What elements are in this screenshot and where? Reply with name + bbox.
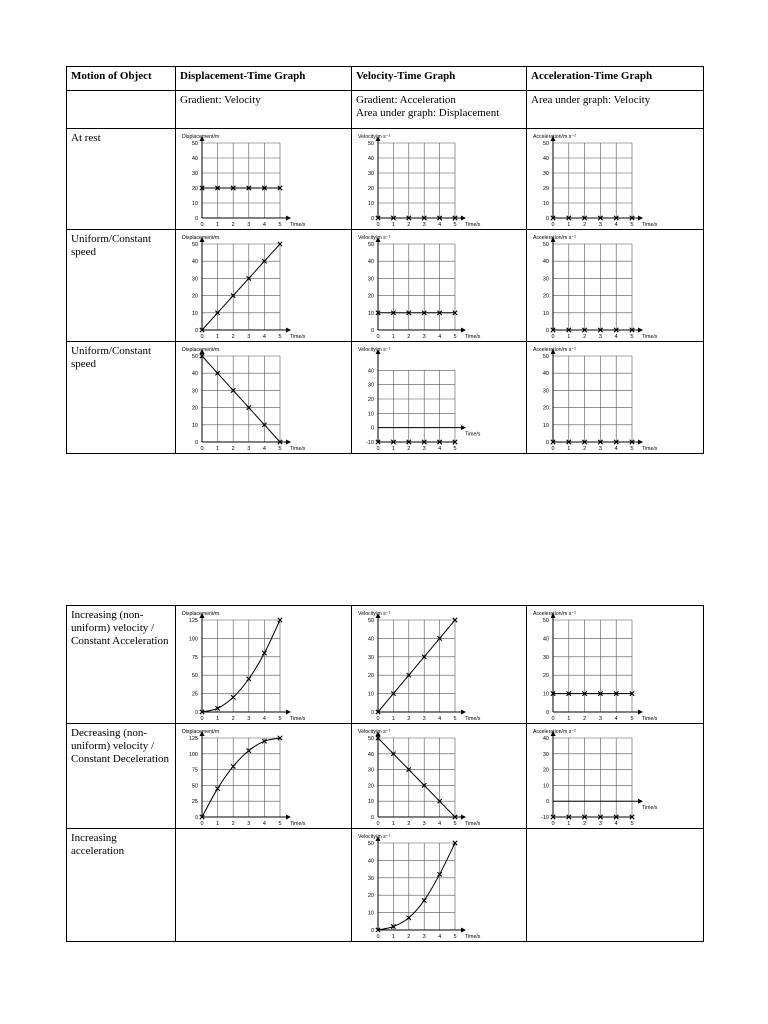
y-tick-label: -10 <box>541 815 549 821</box>
y-tick-label: 25 <box>191 799 198 806</box>
chart-r3-disp <box>176 342 352 453</box>
y-tick-label: 50 <box>191 783 198 790</box>
x-tick-label: 3 <box>422 446 426 452</box>
x-axis-label: Time/s <box>642 222 658 228</box>
graph-cell <box>176 342 352 454</box>
x-axis-label: Time/s <box>290 821 306 827</box>
y-tick-label: 30 <box>367 171 374 177</box>
row-label-increasing-acceleration: Increasing acceleration <box>67 829 176 942</box>
x-tick-label: 0 <box>551 334 555 340</box>
y-tick-label: 40 <box>367 636 374 643</box>
y-tick-label: 0 <box>545 799 549 806</box>
graph-cell <box>527 342 704 454</box>
x-tick-label: 5 <box>453 334 457 340</box>
y-tick-label: 30 <box>367 654 374 661</box>
graph-cell <box>176 606 352 724</box>
y-tick-label: 10 <box>191 310 198 317</box>
y-axis-label: Velocity/m s⁻¹ <box>358 134 391 140</box>
graph-cell <box>527 724 704 829</box>
x-tick-label: 2 <box>583 716 587 722</box>
x-tick-label: 4 <box>438 446 442 452</box>
x-axis-label: Time/s <box>642 446 658 452</box>
x-tick-label: 5 <box>630 821 634 827</box>
y-tick-label: 10 <box>542 201 549 207</box>
y-tick-label: 20 <box>191 405 198 412</box>
y-axis-label: Velocity/m s⁻¹ <box>358 834 391 840</box>
y-tick-label: 50 <box>367 736 374 742</box>
y-tick-label: 75 <box>191 654 198 661</box>
y-tick-label: 10 <box>542 691 549 698</box>
x-tick-label: 3 <box>598 222 602 228</box>
x-tick-label: 2 <box>407 716 411 722</box>
x-tick-label: 2 <box>407 446 411 452</box>
x-axis-label: Time/s <box>465 934 481 940</box>
x-axis-arrow-icon <box>638 799 643 804</box>
y-tick-label: 25 <box>191 691 198 698</box>
y-axis-label: Displacement/m <box>182 729 220 735</box>
x-tick-label: 0 <box>200 222 204 228</box>
x-tick-label: 1 <box>391 716 395 722</box>
y-tick-label: 40 <box>367 156 374 162</box>
x-axis-arrow-icon <box>638 440 643 445</box>
y-tick-label: 40 <box>191 259 198 266</box>
y-axis-label: Displacement/m <box>182 235 220 241</box>
x-tick-label: 3 <box>598 821 602 827</box>
x-tick-label: 4 <box>262 716 266 722</box>
x-tick-label: 2 <box>231 334 235 340</box>
y-tick-label: 50 <box>542 141 549 147</box>
x-tick-label: 0 <box>376 934 380 940</box>
x-tick-label: 1 <box>391 446 395 452</box>
x-tick-label: 3 <box>247 334 251 340</box>
x-axis-label: Time/s <box>290 334 306 340</box>
x-tick-label: 1 <box>216 716 220 722</box>
row-label-constant-acceleration: Increasing (non- uniform) velocity / Constant Acceleration <box>67 606 176 724</box>
x-tick-label: 4 <box>438 934 442 940</box>
graph-cell <box>352 606 527 724</box>
y-tick-label: 30 <box>367 767 374 774</box>
x-tick-label: 2 <box>583 821 587 827</box>
x-tick-label: 1 <box>567 821 571 827</box>
y-tick-label: 50 <box>542 618 549 624</box>
x-tick-label: 1 <box>391 334 395 340</box>
x-axis-arrow-icon <box>286 440 291 445</box>
y-tick-label: 10 <box>367 310 374 317</box>
x-tick-label: 0 <box>376 716 380 722</box>
chart-r3-vel <box>352 342 527 453</box>
y-tick-label: 50 <box>367 141 374 147</box>
y-tick-label: 10 <box>367 411 374 418</box>
x-tick-label: 0 <box>376 222 380 228</box>
y-tick-label: 10 <box>367 201 374 207</box>
y-axis-label: Velocity/m s⁻¹ <box>358 235 391 241</box>
x-tick-label: 0 <box>200 716 204 722</box>
chart-r2-disp <box>176 230 352 341</box>
y-tick-label: 50 <box>191 673 198 680</box>
y-tick-label: 0 <box>194 440 198 446</box>
x-tick-label: 2 <box>583 222 587 228</box>
graph-cell <box>352 129 527 230</box>
x-tick-label: 0 <box>376 446 380 452</box>
x-tick-label: 2 <box>583 446 587 452</box>
y-tick-label: 100 <box>188 636 198 643</box>
x-axis-arrow-icon <box>461 710 466 715</box>
graph-cell <box>527 129 704 230</box>
x-tick-label: 5 <box>453 716 457 722</box>
x-tick-label: 2 <box>407 334 411 340</box>
x-tick-label: 1 <box>391 222 395 228</box>
x-axis-label: Time/s <box>642 805 658 812</box>
x-tick-label: 5 <box>278 716 282 722</box>
y-tick-label: 125 <box>188 618 198 624</box>
x-tick-label: 3 <box>598 334 602 340</box>
x-tick-label: 3 <box>422 222 426 228</box>
x-tick-label: 5 <box>630 222 634 228</box>
y-axis-label: Displacement/m <box>182 134 220 140</box>
x-tick-label: 4 <box>614 716 618 722</box>
y-tick-label: -10 <box>366 440 374 446</box>
y-tick-label: 0 <box>545 440 549 446</box>
x-tick-label: 1 <box>216 821 220 827</box>
y-axis-label: Velocity/m s⁻¹ <box>358 347 391 353</box>
chart-r5-vel <box>352 724 527 828</box>
y-tick-label: 0 <box>545 328 549 334</box>
note-displacement: Gradient: Velocity <box>176 91 352 129</box>
y-tick-label: 75 <box>191 767 198 774</box>
x-tick-label: 2 <box>407 821 411 827</box>
graph-cell-empty <box>527 829 704 942</box>
series-line <box>378 738 455 817</box>
y-tick-label: 30 <box>542 654 549 661</box>
x-axis-arrow-icon <box>286 710 291 715</box>
y-tick-label: 0 <box>194 815 198 821</box>
chart-r5-disp <box>176 724 352 828</box>
chart-r2-vel <box>352 230 527 341</box>
x-axis-label: Time/s <box>290 446 306 452</box>
graph-cell <box>352 724 527 829</box>
x-tick-label: 4 <box>614 334 618 340</box>
note-empty <box>67 91 176 129</box>
y-tick-label: 20 <box>542 405 549 412</box>
x-tick-label: 4 <box>262 446 266 452</box>
x-tick-label: 0 <box>200 821 204 827</box>
x-axis-label: Time/s <box>465 716 481 722</box>
x-tick-label: 1 <box>216 446 220 452</box>
x-tick-label: 3 <box>247 222 251 228</box>
x-tick-label: 5 <box>630 446 634 452</box>
y-tick-label: 10 <box>542 422 549 429</box>
x-tick-label: 5 <box>278 222 282 228</box>
x-axis-arrow-icon <box>461 425 466 430</box>
x-tick-label: 1 <box>391 821 395 827</box>
chart-r2-acc <box>527 230 704 341</box>
y-tick-label: 20 <box>367 673 374 680</box>
x-tick-label: 1 <box>567 446 571 452</box>
y-tick-label: 0 <box>545 710 549 716</box>
x-tick-label: 4 <box>614 222 618 228</box>
y-tick-label: 10 <box>542 783 549 790</box>
x-tick-label: 5 <box>278 821 282 827</box>
x-tick-label: 5 <box>630 716 634 722</box>
x-tick-label: 2 <box>231 821 235 827</box>
y-tick-label: 0 <box>370 216 374 222</box>
y-tick-label: 0 <box>194 710 198 716</box>
x-tick-label: 4 <box>262 334 266 340</box>
x-tick-label: 5 <box>453 446 457 452</box>
x-tick-label: 4 <box>262 222 266 228</box>
y-tick-label: 20 <box>191 186 198 192</box>
x-tick-label: 1 <box>216 222 220 228</box>
x-tick-label: 0 <box>376 821 380 827</box>
y-tick-label: 125 <box>188 736 198 742</box>
x-tick-label: 5 <box>453 222 457 228</box>
x-tick-label: 4 <box>262 821 266 827</box>
y-tick-label: 100 <box>188 751 198 758</box>
x-tick-label: 0 <box>376 334 380 340</box>
x-tick-label: 2 <box>231 716 235 722</box>
x-tick-label: 2 <box>407 934 411 940</box>
y-tick-label: 0 <box>370 328 374 334</box>
y-tick-label: 0 <box>545 216 549 222</box>
y-tick-label: 20 <box>367 783 374 790</box>
header-motion-of-object: Motion of Object <box>67 67 176 91</box>
y-tick-label: 40 <box>542 156 549 162</box>
x-axis-label: Time/s <box>465 821 481 827</box>
graph-cell-empty <box>176 829 352 942</box>
y-tick-label: 20 <box>542 673 549 680</box>
x-tick-label: 4 <box>438 334 442 340</box>
series-line <box>202 244 280 330</box>
note-acceleration: Area under graph: Velocity <box>527 91 704 129</box>
series-line <box>202 356 280 442</box>
x-tick-label: 4 <box>438 716 442 722</box>
y-tick-label: 0 <box>370 710 374 716</box>
y-tick-label: 50 <box>367 618 374 624</box>
y-tick-label: 20 <box>367 186 374 192</box>
y-axis-label: Acceleration/m s⁻² <box>533 134 576 140</box>
y-tick-label: 30 <box>191 276 198 283</box>
graph-cell <box>176 230 352 342</box>
graph-cell <box>527 230 704 342</box>
x-tick-label: 4 <box>438 821 442 827</box>
x-tick-label: 1 <box>216 334 220 340</box>
y-tick-label: 40 <box>542 636 549 643</box>
y-tick-label: 30 <box>542 388 549 395</box>
header-acceleration-time-graph: Acceleration-Time Graph <box>527 67 704 91</box>
x-axis-arrow-icon <box>461 928 466 933</box>
chart-r1-acc <box>527 129 704 229</box>
y-tick-label: 40 <box>367 259 374 266</box>
y-tick-label: 30 <box>367 382 374 389</box>
graph-cell <box>352 829 527 942</box>
y-tick-label: 20 <box>367 893 374 900</box>
x-axis-arrow-icon <box>638 328 643 333</box>
y-tick-label: 50 <box>542 354 549 360</box>
x-tick-label: 0 <box>551 222 555 228</box>
graph-cell <box>176 724 352 829</box>
x-axis-arrow-icon <box>638 710 643 715</box>
header-velocity-time-graph: Velocity-Time Graph <box>352 67 527 91</box>
y-tick-label: 50 <box>191 354 198 360</box>
x-tick-label: 5 <box>278 334 282 340</box>
y-tick-label: 40 <box>542 259 549 266</box>
x-axis-label: Time/s <box>465 222 481 228</box>
x-tick-label: 3 <box>422 716 426 722</box>
graph-cell <box>352 230 527 342</box>
graph-cell <box>352 342 527 454</box>
y-tick-label: 10 <box>367 910 374 917</box>
y-tick-label: 30 <box>367 875 374 882</box>
y-tick-label: 30 <box>542 751 549 758</box>
x-tick-label: 5 <box>630 334 634 340</box>
x-tick-label: 1 <box>567 222 571 228</box>
graph-cell <box>176 129 352 230</box>
chart-r4-vel <box>352 606 527 723</box>
y-tick-label: 50 <box>367 242 374 248</box>
y-tick-label: 40 <box>542 736 549 742</box>
x-tick-label: 3 <box>247 716 251 722</box>
series-line <box>378 843 455 930</box>
y-axis-label: Velocity/m s⁻¹ <box>358 611 391 617</box>
y-tick-label: 20 <box>542 293 549 300</box>
x-axis-arrow-icon <box>461 815 466 820</box>
y-tick-label: 0 <box>370 425 374 432</box>
x-tick-label: 0 <box>200 446 204 452</box>
motion-table-top <box>66 66 704 454</box>
y-axis-label: Acceleration/m s⁻² <box>533 347 576 353</box>
y-tick-label: 0 <box>370 928 374 934</box>
x-tick-label: 4 <box>614 821 618 827</box>
y-tick-label: 40 <box>367 858 374 865</box>
motion-table-bottom <box>66 605 704 942</box>
x-tick-label: 5 <box>453 934 457 940</box>
x-tick-label: 0 <box>200 334 204 340</box>
x-tick-label: 1 <box>567 334 571 340</box>
y-axis-label: Velocity/m s⁻¹ <box>358 729 391 735</box>
chart-r3-acc <box>527 342 704 453</box>
y-tick-label: 40 <box>367 751 374 758</box>
x-tick-label: 5 <box>453 821 457 827</box>
chart-r1-disp <box>176 129 352 229</box>
x-tick-label: 2 <box>583 334 587 340</box>
x-axis-arrow-icon <box>461 328 466 333</box>
chart-r4-disp <box>176 606 352 723</box>
x-tick-label: 3 <box>422 934 426 940</box>
x-tick-label: 2 <box>231 446 235 452</box>
series-line <box>378 620 455 712</box>
x-tick-label: 3 <box>422 821 426 827</box>
x-axis-label: Time/s <box>642 334 658 340</box>
series-line <box>202 738 280 817</box>
y-tick-label: 30 <box>542 171 549 177</box>
x-tick-label: 1 <box>391 934 395 940</box>
x-tick-label: 1 <box>567 716 571 722</box>
row-label-uniform-speed: Uniform/Constant speed <box>67 230 176 342</box>
row-label-uniform-speed-2: Uniform/Constant speed <box>67 342 176 454</box>
x-axis-arrow-icon <box>286 815 291 820</box>
y-tick-label: 30 <box>367 276 374 283</box>
y-axis-label: Displacement/m <box>182 611 220 617</box>
y-tick-label: 20 <box>191 293 198 300</box>
y-tick-label: 50 <box>191 242 198 248</box>
y-axis-label: Acceleration/m s⁻² <box>533 235 576 241</box>
x-axis-arrow-icon <box>461 216 466 221</box>
y-tick-label: 0 <box>194 328 198 334</box>
y-tick-label: 0 <box>194 216 198 222</box>
y-tick-label: 10 <box>367 799 374 806</box>
x-tick-label: 2 <box>407 222 411 228</box>
x-tick-label: 0 <box>551 821 555 827</box>
y-tick-label: 40 <box>191 371 198 378</box>
y-tick-label: 10 <box>542 310 549 317</box>
x-axis-arrow-icon <box>638 216 643 221</box>
x-axis-label: Time/s <box>290 716 306 722</box>
x-tick-label: 4 <box>438 222 442 228</box>
y-tick-label: 30 <box>542 276 549 283</box>
x-axis-label: Time/s <box>465 431 481 438</box>
y-axis-label: Acceleration/m s⁻² <box>533 729 576 735</box>
note-velocity: Gradient: Acceleration Area under graph: Displacement <box>352 91 527 129</box>
y-tick-label: 50 <box>367 841 374 847</box>
y-tick-label: 20 <box>367 397 374 403</box>
x-tick-label: 4 <box>614 446 618 452</box>
chart-r6-vel <box>352 829 527 941</box>
x-tick-label: 0 <box>551 716 555 722</box>
x-tick-label: 3 <box>247 446 251 452</box>
y-tick-label: 30 <box>191 171 198 177</box>
y-tick-label: 40 <box>367 368 374 375</box>
x-axis-label: Time/s <box>642 716 658 722</box>
series-line <box>202 620 280 712</box>
y-tick-label: 50 <box>542 242 549 248</box>
x-axis-label: Time/s <box>290 222 306 228</box>
x-tick-label: 3 <box>247 821 251 827</box>
x-tick-label: 3 <box>422 334 426 340</box>
x-axis-label: Time/s <box>465 334 481 340</box>
y-tick-label: 40 <box>542 371 549 378</box>
y-tick-label: 0 <box>370 815 374 821</box>
x-tick-label: 2 <box>231 222 235 228</box>
x-axis-arrow-icon <box>286 328 291 333</box>
x-tick-label: 0 <box>551 446 555 452</box>
x-axis-arrow-icon <box>286 216 291 221</box>
y-tick-label: 50 <box>191 141 198 147</box>
y-tick-label: 40 <box>191 156 198 162</box>
x-tick-label: 5 <box>278 446 282 452</box>
y-tick-label: 20 <box>367 293 374 300</box>
y-tick-label: 10 <box>191 201 198 207</box>
y-tick-label: 10 <box>367 691 374 698</box>
header-displacement-time-graph: Displacement-Time Graph <box>176 67 352 91</box>
row-label-at-rest: At rest <box>67 129 176 230</box>
chart-r5-acc <box>527 724 704 828</box>
graph-cell <box>527 606 704 724</box>
y-tick-label: 20 <box>542 767 549 774</box>
chart-r4-acc <box>527 606 704 723</box>
row-label-constant-deceleration: Decreasing (non- uniform) velocity / Constant Deceleration <box>67 724 176 829</box>
x-tick-label: 3 <box>598 446 602 452</box>
y-axis-label: Acceleration/m s⁻² <box>533 611 576 617</box>
y-tick-label: 10 <box>191 422 198 429</box>
chart-r1-vel <box>352 129 527 229</box>
y-tick-label: 30 <box>191 388 198 395</box>
x-tick-label: 3 <box>598 716 602 722</box>
y-tick-label: 20 <box>542 186 549 192</box>
y-axis-label: Displacement/m <box>182 347 220 353</box>
